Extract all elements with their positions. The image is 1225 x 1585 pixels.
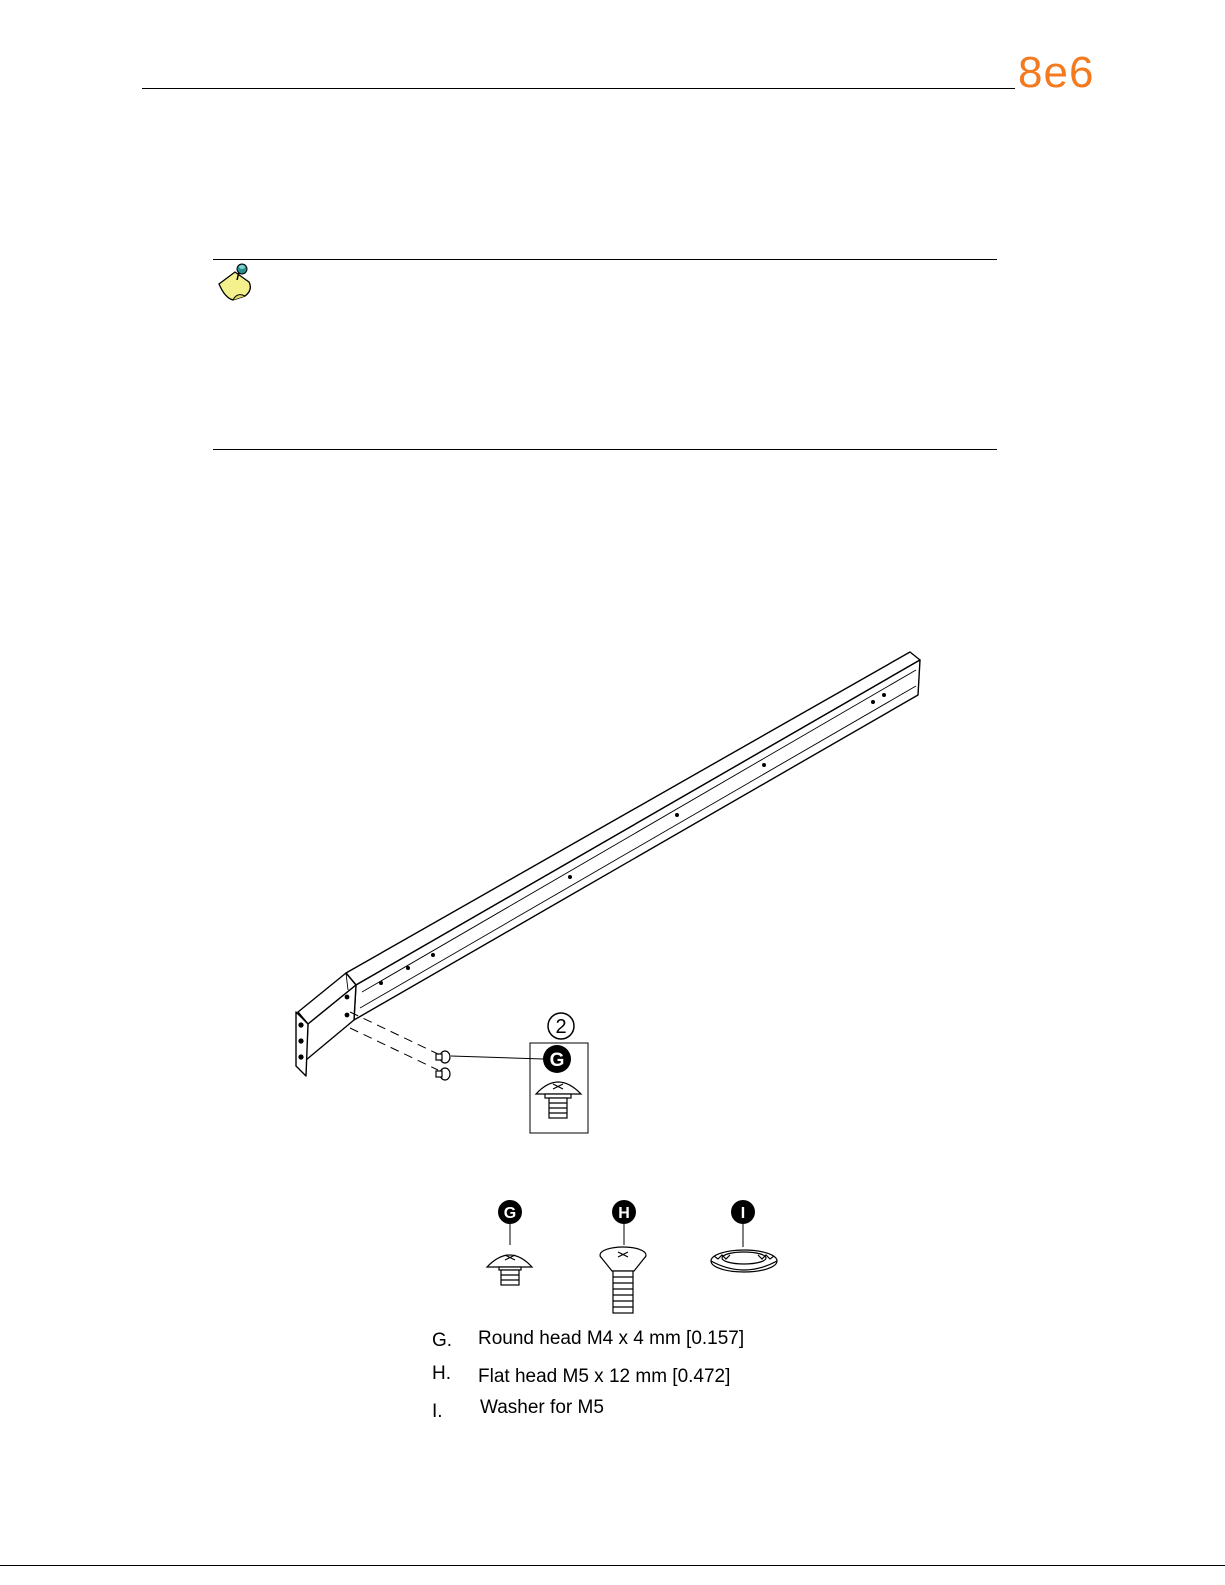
rail-assembly-figure [270, 640, 930, 1140]
legend-row-g [432, 1326, 852, 1352]
part-g [487, 1200, 532, 1285]
step-number: 2 [555, 1016, 567, 1038]
footer-rule [0, 1565, 1225, 1566]
legend-letter: H. [432, 1363, 451, 1384]
brand-logo: 8e6 [1018, 48, 1095, 97]
legend-text: Washer for M5 [480, 1397, 604, 1418]
rail-side-face [354, 660, 920, 1020]
legend-letter: G. [432, 1330, 453, 1351]
legend-text: Flat head M5 x 12 mm [0.472] [478, 1366, 731, 1387]
legend-text: Round head M4 x 4 mm [0.157] [478, 1328, 745, 1349]
callout-screw-g [536, 1082, 581, 1118]
part-i [711, 1200, 777, 1272]
rail-top-face [346, 652, 920, 985]
round-head-screw-icon [487, 1255, 532, 1285]
part-i-label: I [740, 1205, 746, 1222]
screw-g-pair [436, 1051, 450, 1080]
washer-icon [711, 1250, 777, 1272]
part-h-label: H [618, 1205, 630, 1222]
hardware-parts [470, 1195, 790, 1320]
part-g-label: G [503, 1205, 517, 1222]
note-top-rule [213, 259, 997, 260]
rail-end-plate [296, 1012, 308, 1076]
part-h [600, 1200, 646, 1313]
header-rule [142, 88, 1015, 89]
flat-head-screw-icon [600, 1247, 646, 1313]
note-pin-icon [215, 262, 257, 302]
legend-letter: I. [432, 1401, 443, 1422]
legend-row-i [432, 1395, 852, 1421]
note-bottom-rule [213, 449, 997, 450]
callout-g-letter: G [549, 1050, 565, 1071]
legend-row-h [432, 1361, 852, 1387]
